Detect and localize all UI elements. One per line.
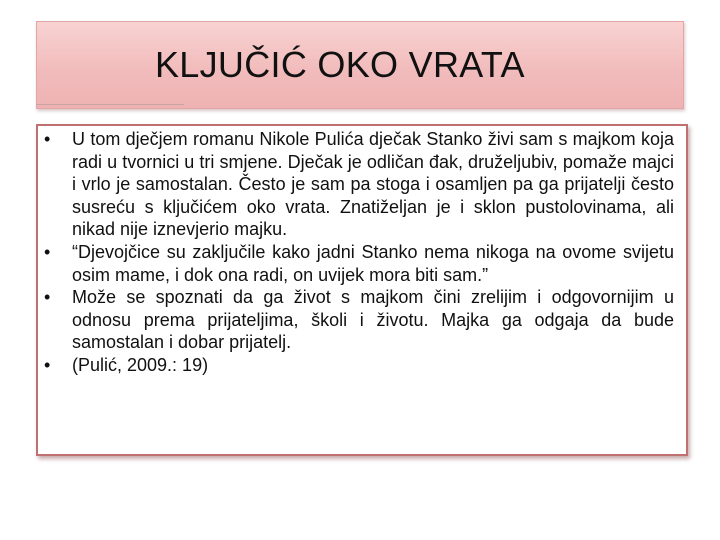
bullet-item bbox=[42, 241, 674, 286]
bullet-icon: • bbox=[44, 287, 51, 308]
bullet-icon: • bbox=[44, 241, 51, 262]
slide-title: KLJUČIĆ OKO VRATA bbox=[155, 44, 525, 85]
bullet-text: “Djevojčice su zaključile kako jadni Stanko nema nikoga na ovome svijetu osim mame, i dok ona radi, on uvijek mora biti sam.” bbox=[72, 241, 674, 285]
title-box bbox=[36, 21, 684, 109]
bullet-list bbox=[42, 128, 674, 377]
bullet-item bbox=[42, 354, 674, 377]
bullet-icon: • bbox=[44, 129, 51, 149]
bullet-text: Može se spoznati da ga život s majkom čini zrelijim i odgovornijim u odnosu prema prijateljima, školi i životu. Majka ga odgaja da bude samostalan i dobar prijatelj. bbox=[72, 287, 674, 353]
bullet-text: U tom dječjem romanu Nikole Pulića dječak Stanko živi sam s majkom koja radi u tvornici u tri smjene. Dječak je odličan đak, druželjubiv, pomaže majci i vrlo je samostalan. Često je sam pa stoga i osamljen pa ga prijatelji često susreću s ključićem oko vrata. Znatiželjan je i sklon pustolovinama, ali nikad nije iznevjerio majku. bbox=[72, 129, 674, 240]
bullet-text: (Pulić, 2009.: 19) bbox=[72, 354, 209, 375]
bullet-item bbox=[42, 286, 674, 354]
bullet-item bbox=[42, 128, 674, 241]
bullet-icon: • bbox=[44, 354, 51, 375]
content-box bbox=[36, 124, 688, 456]
title-divider bbox=[36, 104, 184, 105]
